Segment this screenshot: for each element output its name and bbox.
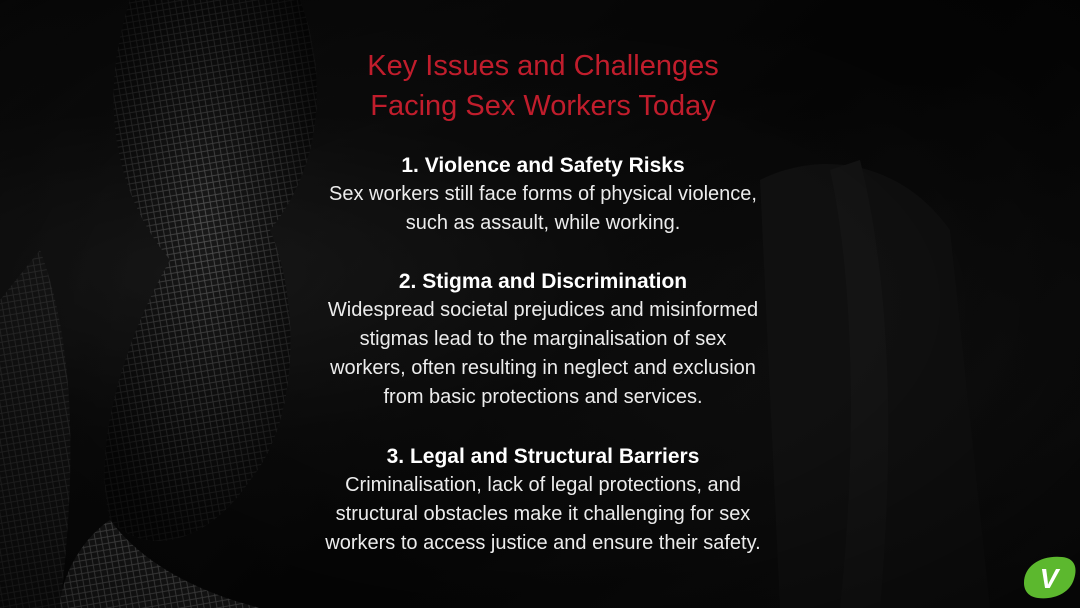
issue-body-line: Criminalisation, lack of legal protections, and bbox=[345, 474, 741, 496]
title-line: Key Issues and Challenges bbox=[367, 50, 719, 82]
issue-body-line: workers, often resulting in neglect and exclusion bbox=[330, 357, 756, 379]
issue-violence bbox=[0, 151, 1080, 238]
logo-letter: V bbox=[1039, 563, 1059, 594]
slide-title bbox=[0, 46, 1080, 126]
issue-body bbox=[0, 471, 1080, 558]
issue-heading: 1. Violence and Safety Risks bbox=[401, 154, 685, 177]
issue-heading: 2. Stigma and Discrimination bbox=[398, 270, 688, 293]
title-line: Facing Sex Workers Today bbox=[370, 90, 716, 122]
issue-body bbox=[0, 180, 1080, 238]
issue-body-line: Sex workers still face forms of physical violence, bbox=[329, 183, 757, 205]
issue-heading: 3. Legal and Structural Barriers bbox=[386, 445, 700, 468]
issue-body-line: Widespread societal prejudices and misinformed bbox=[327, 299, 759, 321]
issue-body-line: workers to access justice and ensure their safety. bbox=[325, 532, 761, 554]
v-leaf-logo-icon bbox=[1020, 553, 1078, 601]
issue-body bbox=[0, 296, 1080, 412]
issue-body-line: such as assault, while working. bbox=[405, 212, 681, 234]
issue-body-line: stigmas lead to the marginalisation of sex bbox=[359, 328, 727, 350]
issue-stigma bbox=[0, 267, 1080, 412]
issue-body-line: from basic protections and services. bbox=[383, 386, 703, 408]
issue-legal bbox=[0, 442, 1080, 558]
issue-body-line: structural obstacles make it challenging for sex bbox=[335, 503, 751, 525]
